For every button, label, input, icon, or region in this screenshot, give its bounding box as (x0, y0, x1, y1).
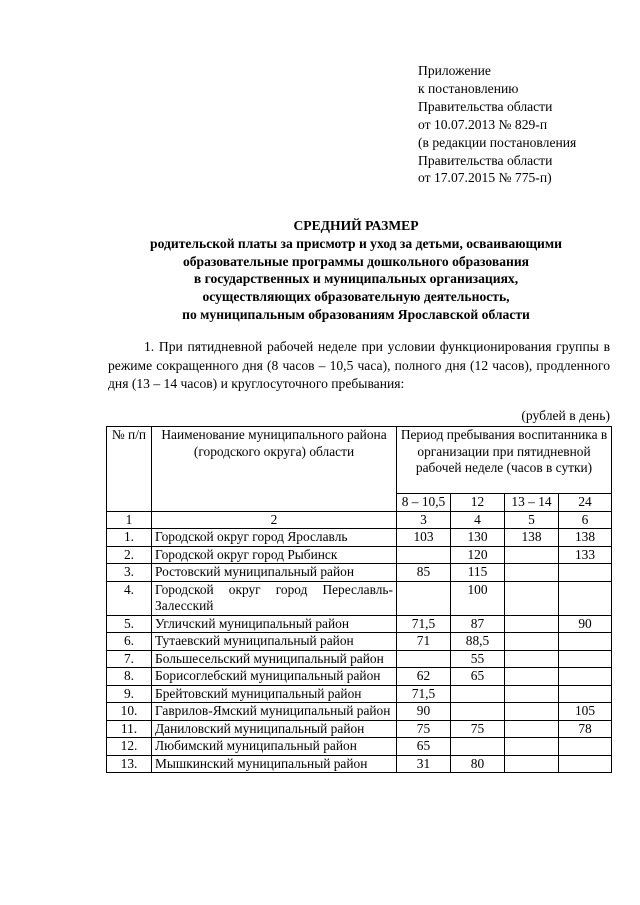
row-district-name: Городской округ город Ярославль (152, 529, 397, 547)
row-value-8-10: 65 (397, 738, 451, 756)
table-row (107, 529, 612, 547)
row-number: 3. (107, 564, 152, 582)
row-value-24: 78 (559, 720, 612, 738)
row-value-8-10: 103 (397, 529, 451, 547)
unit-label: (рублей в день) (521, 408, 610, 423)
row-number: 2. (107, 546, 152, 564)
row-value-13-14 (505, 650, 559, 668)
row-value-13-14 (505, 755, 559, 773)
table-row (107, 546, 612, 564)
row-number: 13. (107, 755, 152, 773)
row-value-12: 55 (451, 650, 505, 668)
row-value-13-14: 138 (505, 529, 559, 547)
intro-paragraph (108, 338, 610, 394)
row-value-24 (559, 581, 612, 615)
row-number: 11. (107, 720, 152, 738)
row-number: 6. (107, 633, 152, 651)
row-district-name: Тутаевский муниципальный район (152, 633, 397, 651)
row-value-13-14 (505, 738, 559, 756)
row-number: 8. (107, 668, 152, 686)
appendix-line: Приложение (418, 63, 491, 78)
table-row (107, 633, 612, 651)
appendix-line: от 17.07.2015 № 775-п) (418, 170, 552, 186)
row-number: 7. (107, 650, 152, 668)
row-value-12: 75 (451, 720, 505, 738)
row-value-24 (559, 668, 612, 686)
header-sub: 24 (559, 494, 612, 512)
row-value-24 (559, 738, 612, 756)
row-value-8-10: 62 (397, 668, 451, 686)
row-value-12: 115 (451, 564, 505, 582)
row-value-8-10: 71 (397, 633, 451, 651)
header-num: № п/п (107, 427, 152, 512)
row-value-12: 80 (451, 755, 505, 773)
header-name: Наименование муниципального района (городского округа) области (152, 427, 397, 512)
table-body (107, 529, 612, 773)
row-value-12: 130 (451, 529, 505, 547)
header-sub: 8 – 10,5 (397, 494, 451, 512)
appendix-line: к постановлению (418, 80, 519, 96)
row-value-12: 65 (451, 668, 505, 686)
row-value-8-10 (397, 546, 451, 564)
row-district-name: Ростовский муниципальный район (152, 564, 397, 582)
row-number: 1. (107, 529, 152, 547)
column-number: 4 (451, 511, 505, 529)
document-title (86, 217, 626, 324)
row-value-13-14 (505, 546, 559, 564)
row-value-13-14 (505, 633, 559, 651)
table-row (107, 720, 612, 738)
row-value-13-14 (505, 685, 559, 703)
title-line: в государственных и муниципальных организациях, (193, 271, 519, 287)
row-value-12: 88,5 (451, 633, 505, 651)
table-row (107, 685, 612, 703)
row-district-name: Борисоглебский муниципальный район (152, 668, 397, 686)
title-line: родительской платы за присмотр и уход за детьми, осваивающими (150, 235, 562, 251)
row-number: 9. (107, 685, 152, 703)
row-value-8-10 (397, 650, 451, 668)
header-period: Период пребывания воспитанника в организации при пятидневной рабочей неделе (часов в сутки) (397, 427, 612, 494)
title-line: осуществляющих образовательную деятельность, (202, 289, 510, 305)
row-value-24 (559, 564, 612, 582)
row-district-name: Городской округ город Переславль-Залесский (152, 581, 397, 615)
row-value-8-10: 31 (397, 755, 451, 773)
column-number: 5 (505, 511, 559, 529)
row-value-13-14 (505, 615, 559, 633)
row-value-12 (451, 738, 505, 756)
row-district-name: Любимский муниципальный район (152, 738, 397, 756)
table-row (107, 581, 612, 615)
row-value-13-14 (505, 564, 559, 582)
header-sub: 12 (451, 494, 505, 512)
row-value-12: 100 (451, 581, 505, 615)
row-value-12: 87 (451, 615, 505, 633)
appendix-line: Правительства области (418, 98, 553, 114)
header-sub: 13 – 14 (505, 494, 559, 512)
table-row (107, 755, 612, 773)
row-number: 4. (107, 581, 152, 615)
table-row (107, 650, 612, 668)
title-heading: СРЕДНИЙ РАЗМЕР (293, 218, 419, 233)
row-number: 5. (107, 615, 152, 633)
row-value-8-10: 75 (397, 720, 451, 738)
table-row (107, 615, 612, 633)
appendix-block (418, 62, 633, 187)
column-number: 6 (559, 511, 612, 529)
row-value-8-10: 71,5 (397, 615, 451, 633)
table-row (107, 738, 612, 756)
column-number: 2 (152, 511, 397, 529)
row-value-24: 133 (559, 546, 612, 564)
table-row (107, 703, 612, 721)
title-line: образовательные программы дошкольного образования (182, 253, 530, 269)
row-value-8-10: 85 (397, 564, 451, 582)
row-district-name: Брейтовский муниципальный район (152, 685, 397, 703)
row-value-13-14 (505, 720, 559, 738)
row-value-24 (559, 633, 612, 651)
row-district-name: Большесельский муниципальный район (152, 650, 397, 668)
row-value-24 (559, 650, 612, 668)
row-value-13-14 (505, 703, 559, 721)
row-value-8-10: 90 (397, 703, 451, 721)
row-district-name: Гаврилов-Ямский муниципальный район (152, 703, 397, 721)
title-line: по муниципальным образованиям Ярославской области (182, 306, 530, 322)
table-row (107, 564, 612, 582)
row-value-24 (559, 755, 612, 773)
row-value-13-14 (505, 581, 559, 615)
row-number: 10. (107, 703, 152, 721)
row-district-name: Мышкинский муниципальный район (152, 755, 397, 773)
row-value-12: 120 (451, 546, 505, 564)
intro-text: 1. При пятидневной рабочей неделе при условии функционирования группы в режиме сокращенного дня (8 часов – 10,5 часа), полного дня (12 часов), продленного дня (13 – 14 часов) и круглосуточного пребывания: (108, 339, 610, 391)
column-number: 1 (107, 511, 152, 529)
row-value-24: 138 (559, 529, 612, 547)
row-value-8-10 (397, 581, 451, 615)
row-value-24 (559, 685, 612, 703)
row-value-24: 90 (559, 615, 612, 633)
appendix-line: от 10.07.2013 № 829-п (418, 116, 548, 132)
appendix-line: Правительства области (418, 152, 553, 168)
column-number: 3 (397, 511, 451, 529)
column-numbers-row (107, 511, 612, 529)
row-number: 12. (107, 738, 152, 756)
row-district-name: Угличский муниципальный район (152, 615, 397, 633)
row-value-12 (451, 703, 505, 721)
row-value-24: 105 (559, 703, 612, 721)
table-row (107, 668, 612, 686)
row-district-name: Городской округ город Рыбинск (152, 546, 397, 564)
appendix-line: (в редакции постановления (418, 134, 577, 150)
table-header-row (107, 427, 612, 494)
rates-table (106, 426, 612, 773)
row-value-12 (451, 685, 505, 703)
row-value-13-14 (505, 668, 559, 686)
row-district-name: Даниловский муниципальный район (152, 720, 397, 738)
row-value-8-10: 71,5 (397, 685, 451, 703)
